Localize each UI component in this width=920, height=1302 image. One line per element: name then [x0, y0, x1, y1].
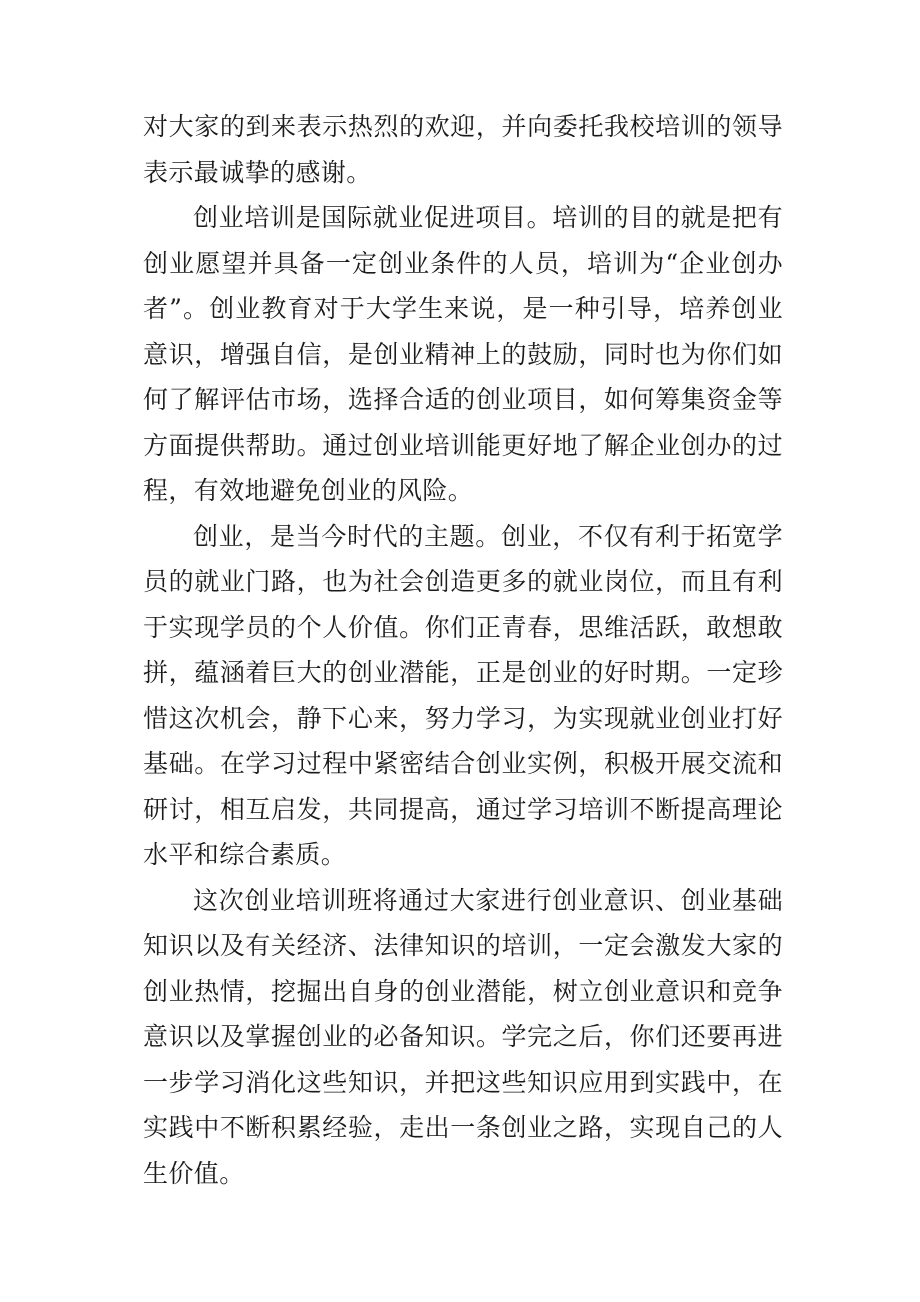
paragraph-welcome-continuation: 对大家的到来表示热烈的欢迎，并向委托我校培训的领导表示最诚挚的感谢。: [143, 112, 783, 187]
document-body: [143, 104, 783, 1196]
paragraph-training-outcomes: 这次创业培训班将通过大家进行创业意识、创业基础知识以及有关经济、法律知识的培训，一定会激发大家的创业热情，挖掘出自身的创业潜能，树立创业意识和竞争意识以及掌握创业的必备知识。学完之后，你们还要再进一步学习消化这些知识，并把这些知识应用到实践中，在实践中不断积累经验，走出一条创业之路，实现自己的人生价值。: [143, 885, 783, 1188]
paragraph-entrepreneurship-theme: 创业，是当今时代的主题。创业，不仅有利于拓宽学员的就业门路，也为社会创造更多的就业岗位，而且有利于实现学员的个人价值。你们正青春，思维活跃，敢想敢拼，蕴涵着巨大的创业潜能，正是创业的好时期。一定珍惜这次机会，静下心来，努力学习，为实现就业创业打好基础。在学习过程中紧密结合创业实例，积极开展交流和研讨，相互启发，共同提高，通过学习培训不断提高理论水平和综合素质。: [143, 521, 783, 869]
paragraph-training-purpose: 创业培训是国际就业促进项目。培训的目的就是把有创业愿望并具备一定创业条件的人员，培训为“企业创办者”。创业教育对于大学生来说，是一种引导，培养创业意识，增强自信，是创业精神上的鼓励，同时也为你们如何了解评估市场，选择合适的创业项目，如何筹集资金等方面提供帮助。通过创业培训能更好地了解企业创办的过程，有效地避免创业的风险。: [143, 203, 783, 505]
